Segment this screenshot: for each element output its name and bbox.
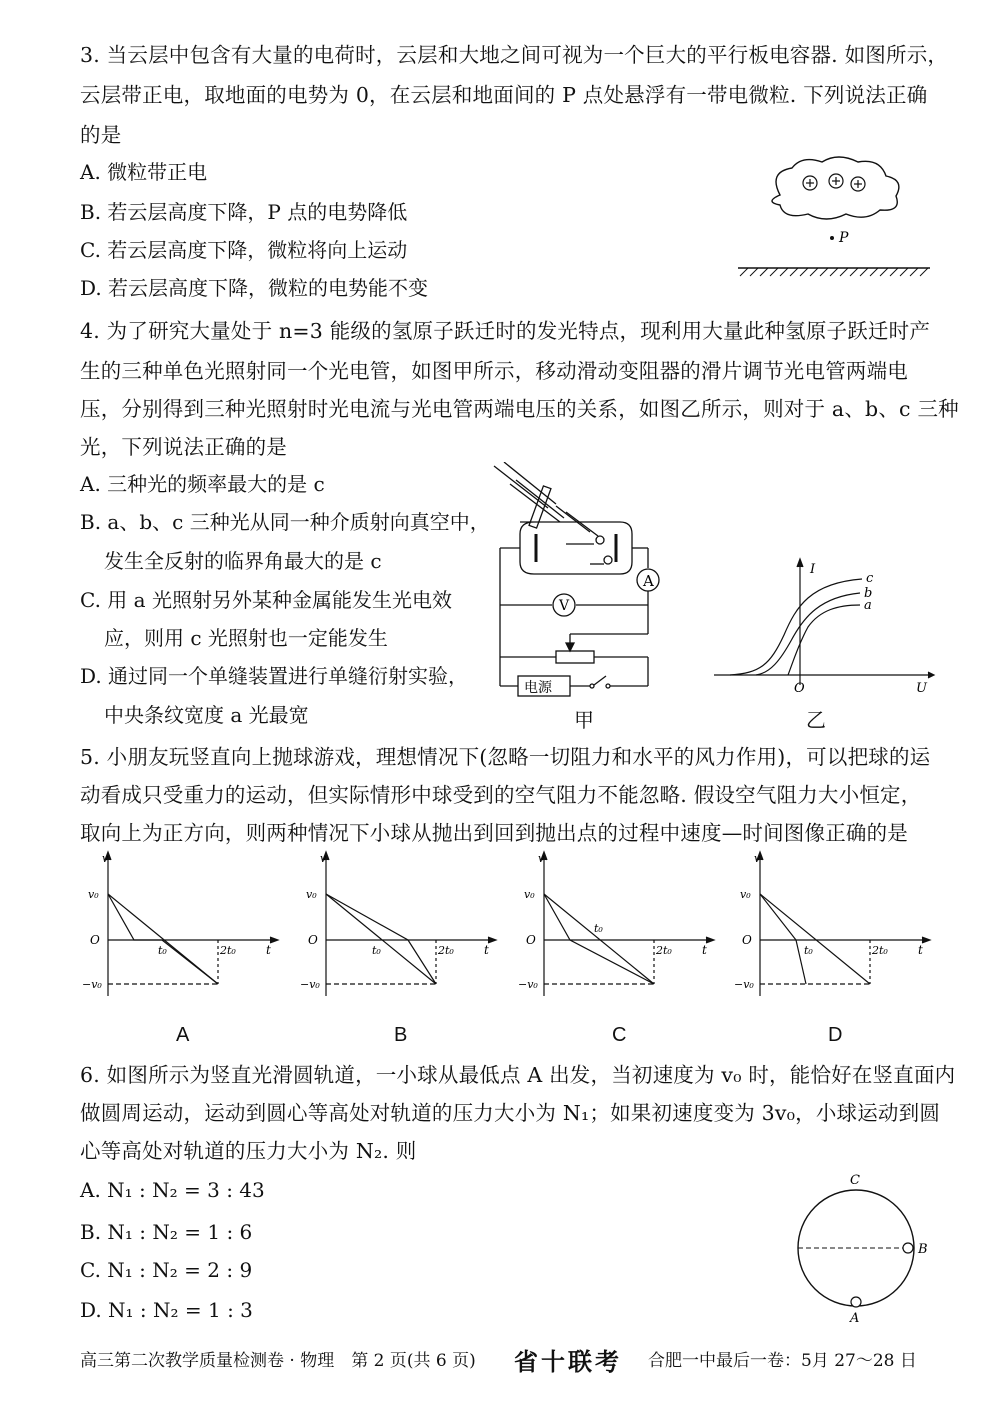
q6-stem-line-3: 心等高处对轨道的压力大小为 N₂. 则 (80, 1139, 417, 1163)
point-c-label: C (850, 1173, 860, 1188)
q4-option-b: B. a、b、c 三种光从同一种介质射向真空中， (80, 510, 490, 534)
q3-option-d: D. 若云层高度下降，微粒的电势能不变 (80, 276, 429, 300)
q5-graph-c (518, 850, 718, 1000)
graph-b-2t0-label: 2t₀ (438, 944, 454, 957)
q6-option-c: C. N₁ : N₂ = 2 : 9 (80, 1258, 253, 1282)
graph-a-v-label: v (102, 852, 109, 865)
graph-c-v0-label: v₀ (524, 888, 535, 901)
graph-a-2t0-label: 2t₀ (220, 944, 236, 957)
graph-d-t0-label: t₀ (804, 944, 813, 957)
exam-brand-logo: 省十联考 (514, 1347, 622, 1376)
curve-b-label: b (864, 586, 873, 601)
power-source-label: 电源 (524, 680, 552, 696)
q4-option-d: D. 通过同一个单缝装置进行单缝衍射实验， (80, 664, 469, 688)
voltmeter-label: V (559, 598, 570, 614)
graph-c-2t0-label: 2t₀ (656, 944, 672, 957)
point-a-label: A (850, 1311, 860, 1326)
q4-option-c: C. 用 a 光照射另外某种金属能发生光电效 (80, 588, 452, 612)
q3-stem-line-3: 的是 (80, 123, 122, 147)
graph-b-v0-label: v₀ (306, 888, 317, 901)
graph-d-v0-label: v₀ (740, 888, 751, 901)
point-b-label: B (918, 1242, 928, 1257)
q3-point-p-label: P (839, 230, 849, 246)
q4-stem-line-4: 光，下列说法正确的是 (80, 435, 287, 459)
q4-circuit-figure (490, 462, 690, 700)
q4-stem-line-1: 4. 为了研究大量处于 n=3 能级的氢原子跃迁时的发光特点，现利用大量此种氢原子跃迁时产 (80, 319, 931, 343)
graph-b-neg-v0-label: −v₀ (300, 978, 320, 991)
q3-option-a: A. 微粒带正电 (80, 160, 208, 184)
graph-d-origin-label: O (742, 933, 752, 947)
graph-b-t0-label: t₀ (372, 944, 381, 957)
q4-fig-jia-caption: 甲 (574, 710, 594, 732)
q5-choice-d: D (828, 1024, 843, 1046)
graph-i-axis-label: I (810, 562, 816, 577)
q3-option-c: C. 若云层高度下降，微粒将向上运动 (80, 238, 408, 262)
q3-option-b: B. 若云层高度下降，P 点的电势降低 (80, 200, 408, 224)
q5-graph-b (300, 850, 500, 1000)
page-footer-right: 合肥一中最后一卷：5月 27～28 日 (648, 1351, 917, 1371)
graph-c-v-label: v (538, 852, 545, 865)
q6-option-d: D. N₁ : N₂ = 1 : 3 (80, 1298, 253, 1322)
graph-d-v-label: v (754, 852, 761, 865)
graph-c-origin-label: O (526, 933, 536, 947)
graph-c-neg-v0-label: −v₀ (518, 978, 538, 991)
q6-stem-line-1: 6. 如图所示为竖直光滑圆轨道，一小球从最低点 A 出发，当初速度为 v₀ 时，能恰好在竖直面内 (80, 1063, 956, 1087)
q4-option-c-cont: 应，则用 c 光照射也一定能发生 (104, 626, 388, 650)
graph-a-t0-label: t₀ (158, 944, 167, 957)
q3-stem-line-1: 3. 当云层中包含有大量的电荷时，云层和大地之间可视为一个巨大的平行板电容器. 如图所示， (80, 43, 949, 67)
graph-d-neg-v0-label: −v₀ (734, 978, 754, 991)
q4-stem-line-2: 生的三种单色光照射同一个光电管，如图甲所示，移动滑动变阻器的滑片调节光电管两端电 (80, 359, 908, 383)
curve-a-label: a (864, 598, 872, 613)
graph-c-t0-label: t₀ (594, 922, 603, 935)
q6-option-b: B. N₁ : N₂ = 1 : 6 (80, 1220, 253, 1244)
q5-graph-a (82, 850, 282, 1000)
q4-option-d-cont: 中央条纹宽度 a 光最宽 (104, 703, 309, 727)
q5-stem-line-1: 5. 小朋友玩竖直向上抛球游戏，理想情况下(忽略一切阻力和水平的风力作用)，可以把球的运 (80, 745, 931, 769)
graph-d-2t0-label: 2t₀ (872, 944, 888, 957)
graph-b-v-label: v (320, 852, 327, 865)
graph-a-neg-v0-label: −v₀ (82, 978, 102, 991)
q4-stem-line-3: 压，分别得到三种光照射时光电流与光电管两端电压的关系，如图乙所示，则对于 a、b、c 三种 (80, 397, 959, 421)
q4-fig-yi-caption: 乙 (806, 710, 826, 732)
q4-option-b-cont: 发生全反射的临界角最大的是 c (104, 549, 382, 573)
q3-stem-line-2: 云层带正电，取地面的电势为 0，在云层和地面间的 P 点处悬浮有一带电微粒. 下列说法正确 (80, 83, 928, 107)
curve-c-label: c (866, 571, 874, 586)
q5-stem-line-3: 取向上为正方向，则两种情况下小球从抛出到回到抛出点的过程中速度—时间图像正确的是 (80, 821, 908, 845)
q5-choice-a: A (176, 1024, 190, 1046)
graph-origin-label: O (794, 681, 805, 695)
q6-circle-track-figure (786, 1168, 946, 1328)
q5-stem-line-2: 动看成只受重力的运动，但实际情形中球受到的空气阻力不能忽略. 假设空气阻力大小恒定， (80, 783, 922, 807)
q5-choice-c: C (612, 1024, 627, 1046)
q6-stem-line-2: 做圆周运动，运动到圆心等高处对轨道的压力大小为 N₁；如果初速度变为 3v₀，小球运动到圆 (80, 1101, 941, 1125)
page-footer-left: 高三第二次教学质量检测卷 · 物理 第 2 页(共 6 页) (80, 1351, 476, 1371)
graph-a-t-label: t (266, 943, 271, 957)
graph-b-t-label: t (484, 943, 489, 957)
graph-a-v0-label: v₀ (88, 888, 99, 901)
ammeter-label: A (643, 572, 654, 590)
graph-a-origin-label: O (90, 933, 100, 947)
graph-c-t-label: t (702, 943, 707, 957)
q6-option-a: A. N₁ : N₂ = 3 : 43 (80, 1178, 265, 1202)
q5-graph-d (734, 850, 934, 1000)
q4-current-voltage-graph (710, 555, 940, 695)
graph-u-axis-label: U (916, 681, 927, 695)
q3-cloud-figure (730, 150, 940, 280)
graph-b-origin-label: O (308, 933, 318, 947)
q4-option-a: A. 三种光的频率最大的是 c (80, 472, 325, 496)
graph-d-t-label: t (918, 943, 923, 957)
q5-choice-b: B (394, 1024, 408, 1046)
